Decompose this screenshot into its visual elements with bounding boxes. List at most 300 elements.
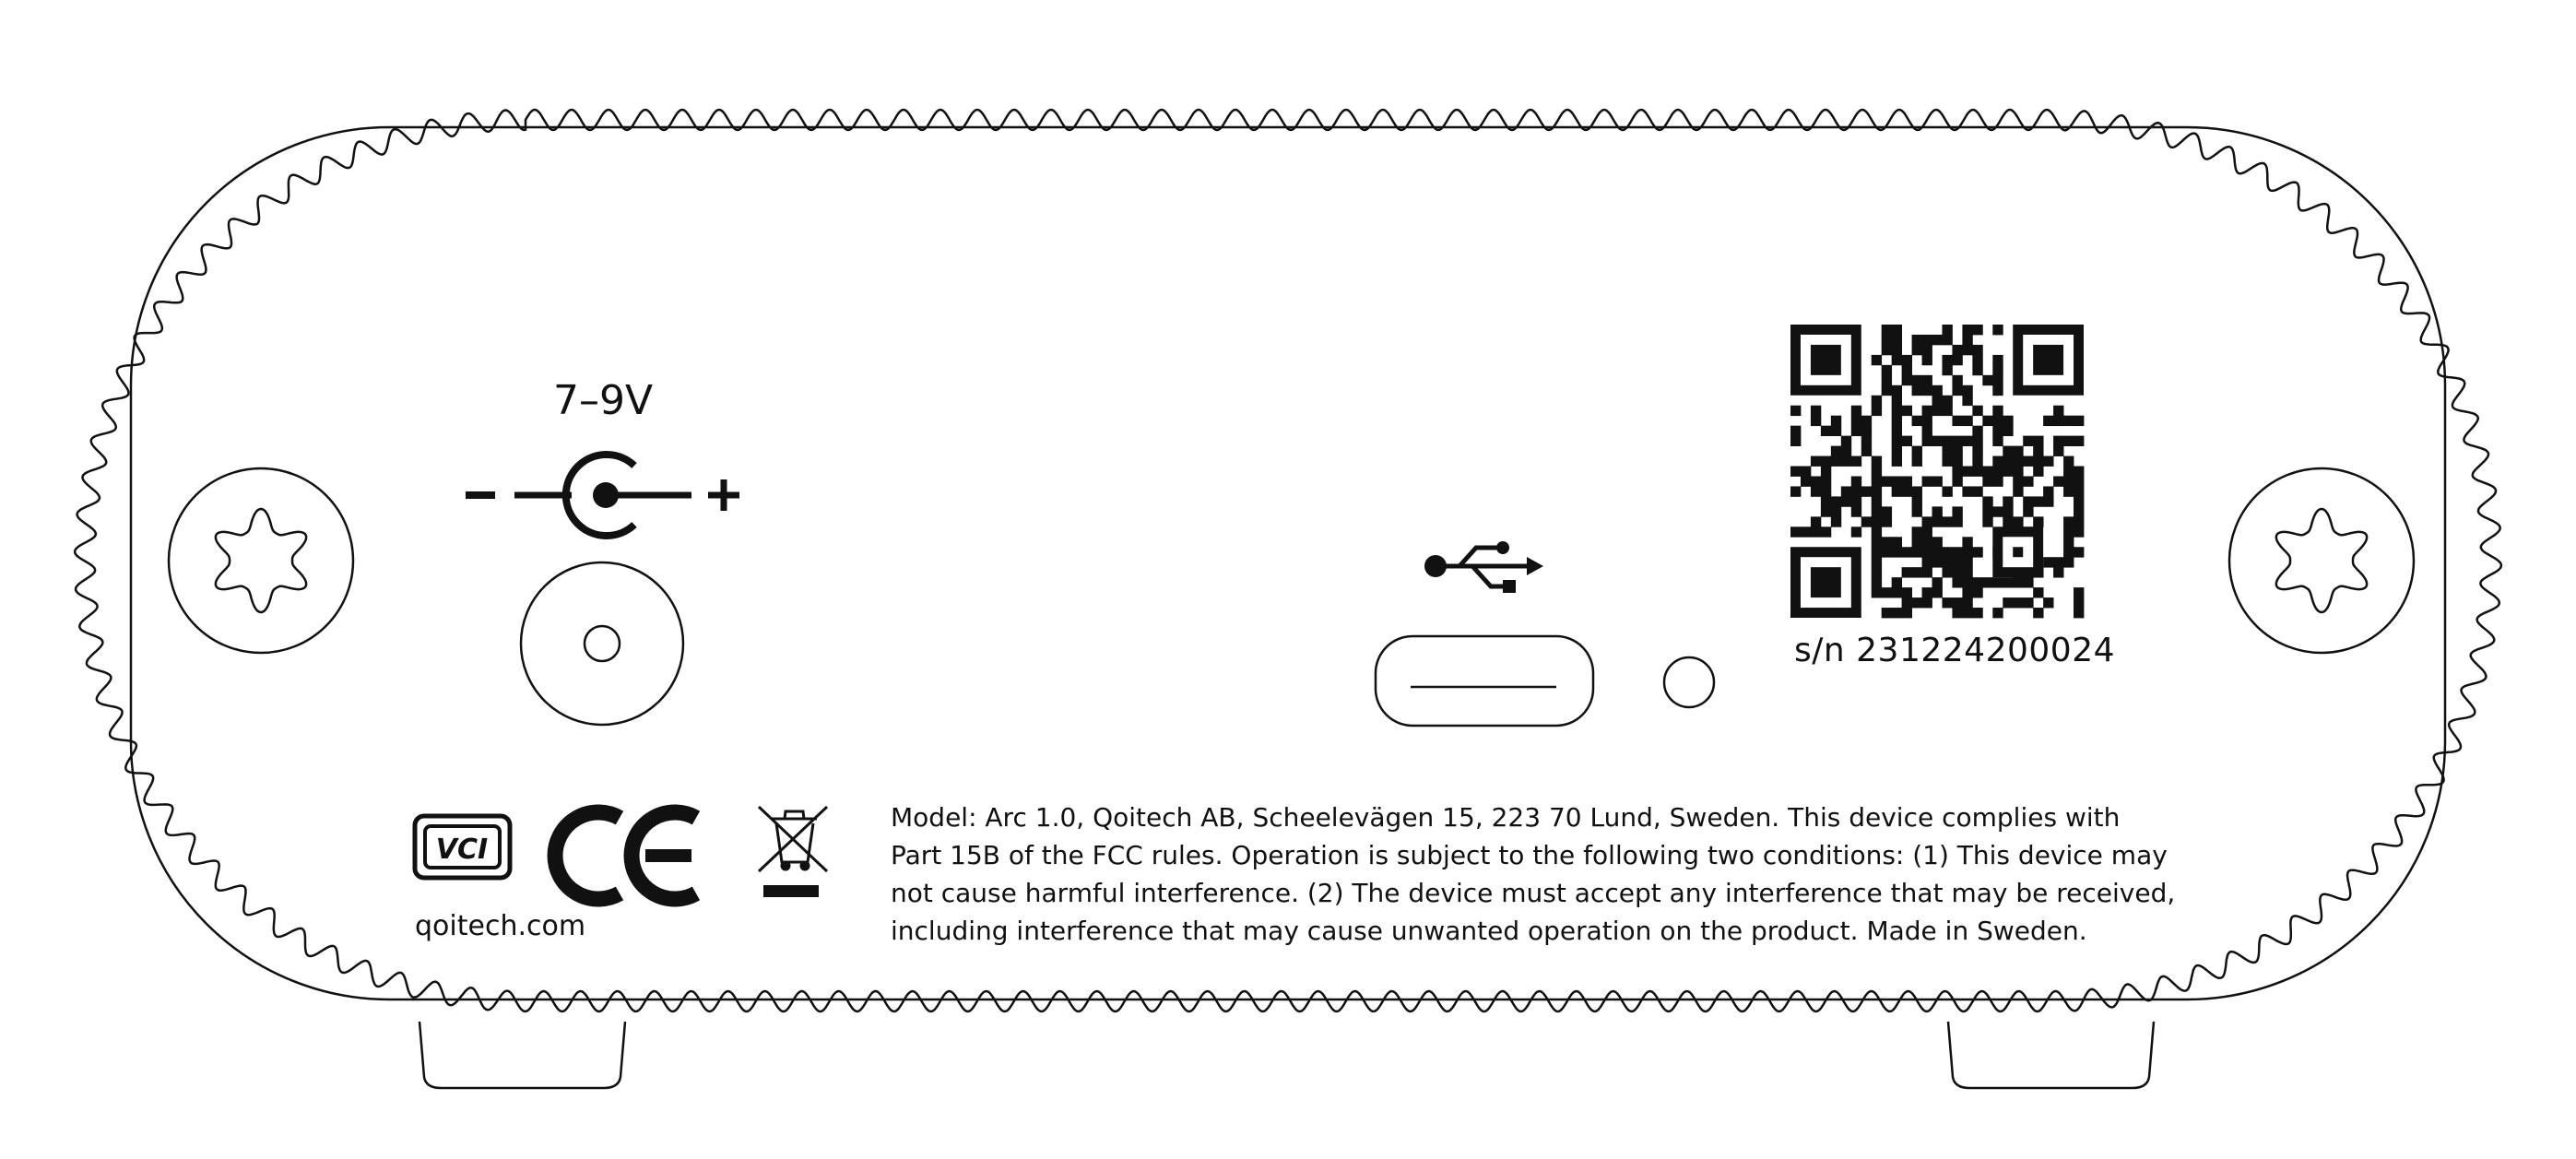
qr-module bbox=[1952, 467, 1962, 477]
qr-module bbox=[1922, 476, 1932, 486]
torx-screw-right-icon bbox=[2229, 468, 2414, 653]
qr-module bbox=[1922, 426, 1932, 436]
qr-module bbox=[2074, 597, 2084, 608]
qr-module bbox=[1942, 486, 1952, 496]
qr-module bbox=[1942, 355, 1952, 365]
qr-module bbox=[1902, 567, 1912, 577]
qr-module bbox=[1942, 516, 1952, 526]
qr-module bbox=[1952, 436, 1962, 446]
qr-module bbox=[1932, 476, 1943, 486]
qr-module bbox=[2053, 416, 2063, 426]
qr-module bbox=[1992, 325, 2003, 335]
qr-module bbox=[2063, 526, 2074, 537]
qr-module bbox=[1912, 547, 1922, 557]
qr-module bbox=[1892, 486, 1902, 496]
qr-module bbox=[1972, 547, 1982, 557]
qr-module bbox=[1811, 516, 1821, 526]
qr-module bbox=[1922, 345, 1932, 355]
qr-module bbox=[1912, 496, 1922, 506]
qr-module bbox=[2003, 516, 2013, 526]
qr-module bbox=[1790, 426, 1801, 436]
qr-module bbox=[1790, 406, 1801, 416]
qr-module bbox=[2063, 416, 2074, 426]
qr-module bbox=[1982, 416, 1992, 426]
qr-module bbox=[1841, 496, 1851, 506]
qr-module bbox=[1801, 476, 1811, 486]
qr-module bbox=[2033, 608, 2043, 618]
qr-module bbox=[2013, 446, 2023, 456]
qr-module bbox=[1872, 496, 1882, 506]
qr-module bbox=[2003, 496, 2013, 506]
qr-module bbox=[1851, 476, 1861, 486]
qr-module bbox=[1992, 577, 2003, 587]
qr-module bbox=[1882, 365, 1892, 375]
qr-module bbox=[1922, 557, 1932, 567]
qr-module bbox=[1962, 335, 1972, 345]
qr-module bbox=[1972, 345, 1982, 355]
qr-module bbox=[1932, 406, 1943, 416]
qr-module bbox=[2003, 446, 2013, 456]
qr-module bbox=[1821, 486, 1831, 496]
qr-module bbox=[1831, 426, 1841, 436]
qr-module bbox=[2033, 436, 2043, 446]
qr-module bbox=[1861, 426, 1872, 436]
qr-module bbox=[2013, 577, 2023, 587]
qr-module bbox=[1932, 436, 1943, 446]
qr-module bbox=[2074, 587, 2084, 597]
qr-module bbox=[1821, 496, 1831, 506]
qr-module bbox=[1892, 456, 1902, 467]
qr-module bbox=[1922, 567, 1932, 577]
qr-module bbox=[2043, 597, 2053, 608]
qr-module bbox=[1851, 426, 1861, 436]
qr-module bbox=[1972, 325, 1982, 335]
qr-module bbox=[1992, 467, 2003, 477]
qr-module bbox=[1952, 345, 1962, 355]
qr-module bbox=[1932, 557, 1943, 567]
qr-module bbox=[1952, 516, 1962, 526]
qr-module bbox=[1922, 335, 1932, 345]
qr-module bbox=[2023, 577, 2033, 587]
qr-module bbox=[2003, 456, 2013, 467]
qr-module bbox=[1790, 486, 1801, 496]
qr-module bbox=[1872, 406, 1882, 416]
qr-module bbox=[1790, 467, 1801, 477]
qr-module bbox=[1992, 416, 2003, 426]
usb-icon bbox=[1424, 541, 1543, 593]
qr-module bbox=[1942, 325, 1952, 335]
qr-module bbox=[1882, 537, 1892, 547]
voltage-rating-label: 7–9V bbox=[553, 377, 654, 424]
qr-module bbox=[2063, 557, 2074, 567]
qr-module bbox=[1932, 385, 1943, 396]
qr-module bbox=[1992, 476, 2003, 486]
qr-module bbox=[1922, 406, 1932, 416]
qr-module bbox=[1982, 577, 1992, 587]
qr-module bbox=[2003, 467, 2013, 477]
qr-module bbox=[1872, 557, 1882, 567]
qr-module bbox=[1841, 456, 1851, 467]
qr-module bbox=[1932, 577, 1943, 587]
usb-c-port bbox=[1376, 636, 1593, 726]
qr-module bbox=[2074, 506, 2084, 516]
qr-module bbox=[1992, 436, 2003, 446]
qr-module bbox=[1831, 456, 1841, 467]
qr-module bbox=[1952, 506, 1962, 516]
qr-module bbox=[1902, 587, 1912, 597]
qr-module bbox=[2023, 506, 2033, 516]
qr-module bbox=[1932, 537, 1943, 547]
qr-module bbox=[1851, 406, 1861, 416]
qr-module bbox=[2013, 516, 2023, 526]
qr-module bbox=[2053, 567, 2063, 577]
qr-module bbox=[2033, 587, 2043, 597]
qr-module bbox=[1932, 547, 1943, 557]
qr-module bbox=[1972, 426, 1982, 436]
qr-module bbox=[1952, 476, 1962, 486]
qr-module bbox=[1962, 557, 1972, 567]
vci-mark-text: VCI bbox=[435, 834, 489, 866]
vcci-mark-icon bbox=[415, 816, 510, 878]
qr-module bbox=[1882, 335, 1892, 345]
qr-module bbox=[1831, 416, 1841, 426]
qr-module bbox=[1922, 436, 1932, 446]
serial-number-label: s/n 231224200024 bbox=[1794, 632, 2115, 669]
qr-module bbox=[1942, 567, 1952, 577]
qr-module bbox=[1982, 467, 1992, 477]
qr-module bbox=[1952, 456, 1962, 467]
qr-module bbox=[1872, 526, 1882, 537]
qr-module bbox=[1902, 365, 1912, 375]
qr-module bbox=[1892, 396, 1902, 406]
qr-module bbox=[1831, 496, 1841, 506]
qr-module bbox=[1892, 476, 1902, 486]
qr-module bbox=[1882, 476, 1892, 486]
qr-module bbox=[1932, 335, 1943, 345]
qr-module bbox=[2063, 486, 2074, 496]
qr-module bbox=[1861, 486, 1872, 496]
qr-module bbox=[2033, 446, 2043, 456]
qr-module bbox=[1942, 436, 1952, 446]
qr-module bbox=[1912, 456, 1922, 467]
qr-module bbox=[1821, 456, 1831, 467]
qr-module bbox=[1902, 355, 1912, 365]
qr-module bbox=[1992, 365, 2003, 375]
qr-module bbox=[2074, 608, 2084, 618]
qr-module bbox=[1952, 416, 1962, 426]
dc-barrel-jack bbox=[521, 562, 683, 725]
qr-module bbox=[2003, 426, 2013, 436]
qr-module bbox=[1942, 456, 1952, 467]
qr-module bbox=[1892, 446, 1902, 456]
qr-module bbox=[1962, 608, 1972, 618]
qr-module bbox=[1861, 436, 1872, 446]
qr-module bbox=[1962, 385, 1972, 396]
qr-module bbox=[1912, 537, 1922, 547]
qr-module bbox=[1952, 577, 1962, 587]
qr-module bbox=[1851, 456, 1861, 467]
center-positive-polarity-icon bbox=[466, 455, 739, 536]
qr-module bbox=[1811, 476, 1821, 486]
qr-module bbox=[1872, 567, 1882, 577]
qr-module bbox=[1861, 416, 1872, 426]
qr-module bbox=[1992, 375, 2003, 385]
qr-module bbox=[2063, 516, 2074, 526]
compliance-line: not cause harmful interference. (2) The device must accept any interference that may be received, bbox=[891, 878, 2176, 908]
qr-module bbox=[1962, 577, 1972, 587]
qr-module bbox=[1912, 486, 1922, 496]
qr-module bbox=[2053, 436, 2063, 446]
qr-module bbox=[1872, 516, 1882, 526]
qr-module bbox=[2003, 597, 2013, 608]
qr-module bbox=[1912, 597, 1922, 608]
qr-module bbox=[2043, 456, 2053, 467]
qr-module bbox=[2023, 496, 2033, 506]
qr-module bbox=[2053, 406, 2063, 416]
qr-module bbox=[2013, 476, 2023, 486]
qr-module bbox=[1882, 325, 1892, 335]
qr-module bbox=[2063, 467, 2074, 477]
qr-module bbox=[1912, 446, 1922, 456]
qr-module bbox=[1962, 416, 1972, 426]
qr-module bbox=[1972, 486, 1982, 496]
qr-module bbox=[1972, 587, 1982, 597]
qr-module bbox=[1811, 406, 1821, 416]
qr-module bbox=[1922, 416, 1932, 426]
weee-crossed-bin-icon bbox=[759, 807, 827, 897]
qr-module bbox=[1982, 516, 1992, 526]
compliance-statement bbox=[891, 798, 2191, 950]
qr-module bbox=[1831, 446, 1841, 456]
qr-module bbox=[1912, 385, 1922, 396]
qr-module bbox=[1952, 446, 1962, 456]
qr-module bbox=[1992, 426, 2003, 436]
qr-module bbox=[1861, 446, 1872, 456]
qr-module bbox=[2013, 456, 2023, 467]
qr-module bbox=[1962, 325, 1972, 335]
qr-module bbox=[1841, 446, 1851, 456]
qr-module bbox=[1872, 537, 1882, 547]
qr-module bbox=[1882, 345, 1892, 355]
qr-module bbox=[2023, 476, 2033, 486]
qr-finder-pattern bbox=[1811, 567, 1841, 597]
qr-module bbox=[1912, 506, 1922, 516]
torx-screw-left-icon bbox=[169, 468, 353, 653]
qr-module bbox=[1851, 416, 1861, 426]
qr-module bbox=[1912, 416, 1922, 426]
qr-module bbox=[1992, 385, 2003, 396]
qr-module bbox=[2063, 476, 2074, 486]
qr-module bbox=[1962, 345, 1972, 355]
qr-module bbox=[2033, 456, 2043, 467]
qr-module bbox=[1902, 476, 1912, 486]
qr-module bbox=[2043, 416, 2053, 426]
qr-module bbox=[1952, 547, 1962, 557]
qr-module bbox=[1952, 597, 1962, 608]
qr-module bbox=[1962, 467, 1972, 477]
qr-module bbox=[1801, 526, 1811, 537]
website-label: qoitech.com bbox=[415, 910, 586, 942]
qr-module bbox=[1942, 335, 1952, 345]
qr-module bbox=[1982, 506, 1992, 516]
qr-module bbox=[1972, 456, 1982, 467]
qr-module bbox=[1962, 587, 1972, 597]
qr-module bbox=[1952, 385, 1962, 396]
qr-module bbox=[1912, 567, 1922, 577]
qr-module bbox=[2003, 506, 2013, 516]
qr-module bbox=[1841, 436, 1851, 446]
qr-module bbox=[1942, 557, 1952, 567]
qr-module bbox=[1902, 436, 1912, 446]
qr-module bbox=[1972, 446, 1982, 456]
qr-module bbox=[2013, 486, 2023, 496]
qr-module bbox=[2074, 486, 2084, 496]
qr-module bbox=[1942, 597, 1952, 608]
qr-module bbox=[1962, 486, 1972, 496]
qr-module bbox=[1892, 335, 1902, 345]
qr-module bbox=[1982, 496, 1992, 506]
qr-module bbox=[1962, 597, 1972, 608]
qr-module bbox=[2013, 597, 2023, 608]
qr-alignment-pattern bbox=[2013, 547, 2023, 557]
qr-module bbox=[1790, 436, 1801, 446]
qr-module bbox=[1882, 516, 1892, 526]
qr-module bbox=[1922, 385, 1932, 396]
qr-code bbox=[1790, 325, 2084, 618]
qr-module bbox=[1892, 587, 1902, 597]
qr-module bbox=[1912, 526, 1922, 537]
qr-module bbox=[1972, 608, 1982, 618]
qr-module bbox=[1902, 406, 1912, 416]
qr-module bbox=[2074, 526, 2084, 537]
qr-module bbox=[2033, 516, 2043, 526]
qr-module bbox=[1872, 506, 1882, 516]
qr-module bbox=[1912, 345, 1922, 355]
qr-module bbox=[1811, 526, 1821, 537]
foot-left bbox=[419, 1022, 625, 1088]
qr-module bbox=[1922, 526, 1932, 537]
qr-module bbox=[1821, 426, 1831, 436]
qr-module bbox=[1821, 506, 1831, 516]
qr-module bbox=[1962, 547, 1972, 557]
qr-module bbox=[1821, 526, 1831, 537]
qr-module bbox=[1892, 608, 1902, 618]
qr-module bbox=[1992, 355, 2003, 365]
qr-module bbox=[1912, 375, 1922, 385]
ce-mark-icon bbox=[555, 812, 696, 899]
qr-module bbox=[1992, 608, 2003, 618]
qr-module bbox=[1872, 456, 1882, 467]
qr-module bbox=[1972, 355, 1982, 365]
qr-module bbox=[1922, 587, 1932, 597]
qr-module bbox=[1851, 496, 1861, 506]
qr-module bbox=[2033, 467, 2043, 477]
qr-module bbox=[2023, 436, 2033, 446]
qr-module bbox=[1872, 577, 1882, 587]
qr-module bbox=[2074, 496, 2084, 506]
qr-module bbox=[1892, 385, 1902, 396]
qr-module bbox=[1892, 537, 1902, 547]
qr-module bbox=[1952, 567, 1962, 577]
qr-module bbox=[1811, 416, 1821, 426]
qr-module bbox=[1831, 516, 1841, 526]
qr-module bbox=[2043, 557, 2053, 567]
qr-module bbox=[1992, 406, 2003, 416]
qr-module bbox=[1811, 456, 1821, 467]
qr-finder-pattern bbox=[2033, 345, 2063, 375]
qr-module bbox=[2043, 486, 2053, 496]
qr-module bbox=[1872, 486, 1882, 496]
qr-module bbox=[1972, 365, 1982, 375]
qr-finder-pattern bbox=[1811, 345, 1841, 375]
qr-module bbox=[1922, 375, 1932, 385]
qr-module bbox=[1972, 406, 1982, 416]
qr-module bbox=[1942, 547, 1952, 557]
qr-module bbox=[1831, 506, 1841, 516]
qr-module bbox=[1902, 597, 1912, 608]
qr-module bbox=[1972, 467, 1982, 477]
qr-module bbox=[1882, 587, 1892, 597]
compliance-line: including interference that may cause unwanted operation on the product. Made in Sweden. bbox=[891, 916, 2087, 946]
qr-module bbox=[2003, 416, 2013, 426]
qr-module bbox=[1892, 547, 1902, 557]
qr-module bbox=[1952, 557, 1962, 567]
qr-module bbox=[1942, 365, 1952, 375]
qr-module bbox=[2053, 446, 2063, 456]
qr-module bbox=[2013, 467, 2023, 477]
qr-module bbox=[1982, 476, 1992, 486]
qr-module bbox=[1892, 406, 1902, 416]
qr-module bbox=[1932, 506, 1943, 516]
qr-module bbox=[1972, 436, 1982, 446]
qr-module bbox=[1932, 396, 1943, 406]
qr-module bbox=[1912, 335, 1922, 345]
qr-module bbox=[1851, 486, 1861, 496]
qr-module bbox=[1922, 355, 1932, 365]
qr-module bbox=[2074, 436, 2084, 446]
qr-module bbox=[1972, 577, 1982, 587]
qr-module bbox=[1872, 467, 1882, 477]
status-led bbox=[1664, 657, 1714, 707]
qr-module bbox=[1872, 547, 1882, 557]
qr-module bbox=[2003, 577, 2013, 587]
compliance-line: Model: Arc 1.0, Qoitech AB, Scheelevägen 15, 223 70 Lund, Sweden. This device complies with bbox=[891, 802, 2121, 833]
qr-module bbox=[1902, 375, 1912, 385]
qr-module bbox=[2053, 557, 2063, 567]
qr-module bbox=[1992, 456, 2003, 467]
qr-module bbox=[1992, 506, 2003, 516]
qr-module bbox=[1851, 526, 1861, 537]
qr-module bbox=[1882, 547, 1892, 557]
qr-module bbox=[1892, 577, 1902, 587]
qr-module bbox=[1872, 587, 1882, 597]
qr-module bbox=[1922, 597, 1932, 608]
qr-module bbox=[2063, 456, 2074, 467]
qr-module bbox=[1892, 416, 1902, 426]
qr-module bbox=[1982, 375, 1992, 385]
qr-module bbox=[1942, 446, 1952, 456]
qr-module bbox=[1811, 486, 1821, 496]
qr-module bbox=[2033, 496, 2043, 506]
qr-module bbox=[1892, 355, 1902, 365]
qr-module bbox=[1892, 426, 1902, 436]
qr-module bbox=[1922, 537, 1932, 547]
qr-module bbox=[1872, 476, 1882, 486]
qr-module bbox=[1882, 375, 1892, 385]
qr-module bbox=[1962, 567, 1972, 577]
qr-module bbox=[1892, 325, 1902, 335]
qr-module bbox=[1942, 406, 1952, 416]
